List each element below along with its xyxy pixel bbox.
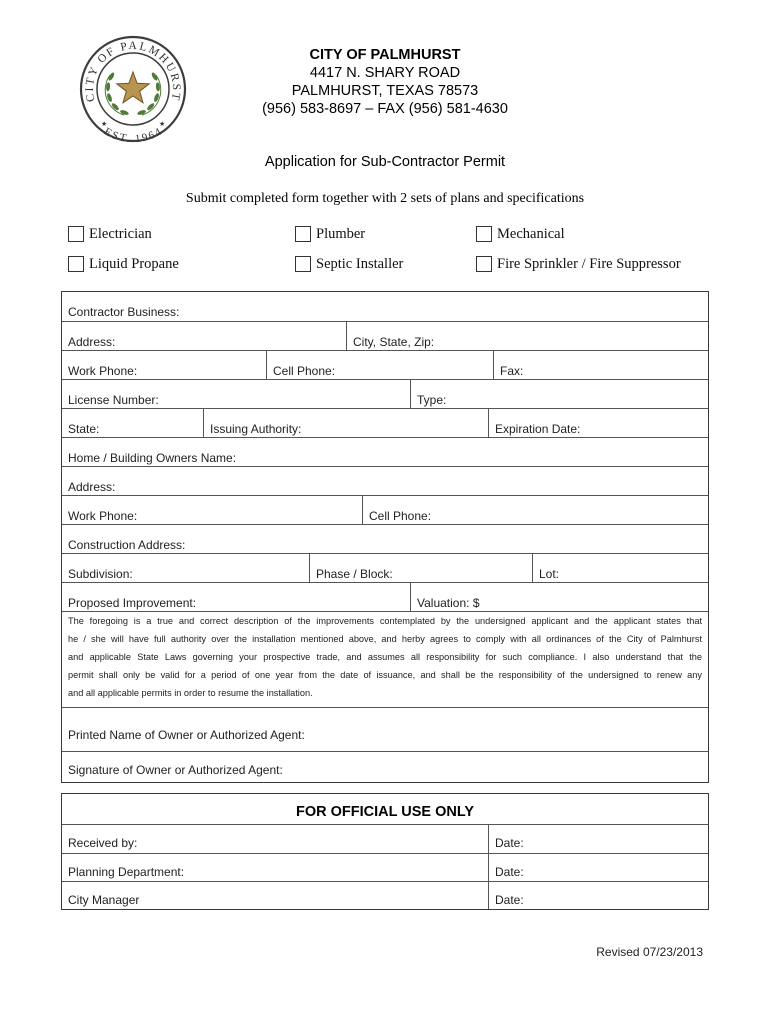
contractor-city-state-zip-field[interactable]: City, State, Zip: bbox=[346, 322, 708, 350]
received-by-field[interactable]: Received by: bbox=[68, 836, 138, 850]
mechanical-checkbox[interactable] bbox=[476, 226, 492, 242]
owner-work-phone-field[interactable]: Work Phone: bbox=[68, 509, 138, 523]
official-row-city-manager bbox=[62, 881, 708, 909]
form-title: Application for Sub-Contractor Permit bbox=[264, 154, 506, 170]
official-row-received bbox=[62, 824, 708, 853]
permit-option-septic-installer[interactable] bbox=[295, 255, 403, 273]
contractor-cell-phone-field[interactable]: Cell Phone: bbox=[266, 351, 493, 379]
fire-sprinkler-checkbox[interactable] bbox=[476, 256, 492, 272]
septic-installer-checkbox[interactable] bbox=[295, 256, 311, 272]
owner-address-field[interactable]: Address: bbox=[68, 480, 116, 494]
electrician-checkbox[interactable] bbox=[68, 226, 84, 242]
seal-top-textpath: CITY OF PALMHURST bbox=[83, 40, 183, 103]
certification-statement bbox=[62, 611, 708, 707]
electrician-label: Electrician bbox=[89, 226, 152, 242]
planning-department-field[interactable]: Planning Department: bbox=[68, 865, 185, 879]
form-row-owner-phones bbox=[62, 495, 708, 524]
mechanical-label: Mechanical bbox=[497, 226, 565, 242]
form-row-improvement bbox=[62, 582, 708, 611]
certification-line: permit shall only be valid for a period of one year from the date of issuance, and shall be the responsibility of the undersigned to renew any bbox=[68, 670, 702, 680]
form-row-contractor-phones bbox=[62, 350, 708, 379]
plumber-checkbox[interactable] bbox=[295, 226, 311, 242]
certification-line: he / she will have full authority over the installation mentioned above, and herby agrees to comply with all ordinances of the City of Palmhurst bbox=[68, 634, 702, 644]
form-row-owner-name bbox=[62, 437, 708, 466]
permit-option-mechanical[interactable] bbox=[476, 225, 565, 243]
contractor-address-field[interactable]: Address: bbox=[68, 335, 116, 349]
permit-option-electrician[interactable] bbox=[68, 225, 152, 243]
header-city-name: CITY OF PALMHURST bbox=[309, 47, 461, 63]
seal-bottom-textpath: EST. 1964 bbox=[101, 125, 165, 145]
phase-block-field[interactable]: Phase / Block: bbox=[309, 554, 532, 582]
fire-sprinkler-label: Fire Sprinkler / Fire Suppressor bbox=[497, 256, 681, 272]
header-phone-fax: (956) 583-8697 – FAX (956) 581-4630 bbox=[262, 101, 508, 117]
printed-name-field[interactable]: Printed Name of Owner or Authorized Agent: bbox=[68, 728, 305, 742]
official-use-box bbox=[61, 793, 709, 910]
liquid-propane-label: Liquid Propane bbox=[89, 256, 179, 272]
form-instructions: Submit completed form together with 2 sets of plans and specifications bbox=[185, 191, 585, 206]
form-row-contractor-business bbox=[62, 292, 708, 321]
construction-address-field[interactable]: Construction Address: bbox=[68, 538, 186, 552]
city-manager-field[interactable]: City Manager bbox=[68, 893, 140, 907]
certification-line: and applicable State Laws governing your prospective trade, and assumes all responsibility for such compliance. I also understand that the bbox=[68, 652, 702, 662]
valuation-field[interactable]: Valuation: $ bbox=[410, 583, 708, 611]
subdivision-field[interactable]: Subdivision: bbox=[68, 567, 133, 581]
official-row-planning bbox=[62, 853, 708, 881]
seal-right-star-icon: ★ bbox=[159, 120, 166, 128]
owner-cell-phone-field[interactable]: Cell Phone: bbox=[362, 496, 708, 524]
seal-left-star-icon: ★ bbox=[101, 120, 108, 128]
form-row-signature bbox=[62, 751, 708, 782]
form-row-license bbox=[62, 379, 708, 408]
signature-field[interactable]: Signature of Owner or Authorized Agent: bbox=[68, 763, 283, 777]
license-state-field[interactable]: State: bbox=[68, 422, 100, 436]
contractor-work-phone-field[interactable]: Work Phone: bbox=[68, 364, 138, 378]
permit-option-plumber[interactable] bbox=[295, 225, 365, 243]
issuing-authority-field[interactable]: Issuing Authority: bbox=[203, 409, 488, 437]
form-row-construction-address bbox=[62, 524, 708, 553]
contractor-business-field[interactable]: Contractor Business: bbox=[68, 305, 180, 319]
liquid-propane-checkbox[interactable] bbox=[68, 256, 84, 272]
license-type-field[interactable]: Type: bbox=[410, 380, 708, 408]
form-row-subdivision bbox=[62, 553, 708, 582]
expiration-date-field[interactable]: Expiration Date: bbox=[488, 409, 708, 437]
form-row-printed-name bbox=[62, 707, 708, 751]
header-city-state-zip: PALMHURST, TEXAS 78573 bbox=[291, 83, 479, 99]
certification-line: and all applicable permits in order to resume the installation. bbox=[68, 688, 313, 698]
lot-field[interactable]: Lot: bbox=[532, 554, 708, 582]
plumber-label: Plumber bbox=[316, 226, 366, 242]
proposed-improvement-field[interactable]: Proposed Improvement: bbox=[68, 596, 197, 610]
application-form-table bbox=[61, 291, 709, 783]
header-street: 4417 N. SHARY ROAD bbox=[309, 65, 461, 81]
contractor-fax-field[interactable]: Fax: bbox=[493, 351, 708, 379]
certification-line: The foregoing is a true and correct description of the improvements contemplated by the undersigned applicant and the applicant states that bbox=[68, 616, 702, 626]
owner-name-field[interactable]: Home / Building Owners Name: bbox=[68, 451, 237, 465]
permit-option-fire-sprinkler[interactable] bbox=[476, 255, 681, 273]
city-manager-date-field[interactable]: Date: bbox=[488, 882, 708, 909]
planning-date-field[interactable]: Date: bbox=[488, 854, 708, 881]
form-row-license-state bbox=[62, 408, 708, 437]
septic-installer-label: Septic Installer bbox=[316, 256, 404, 272]
form-row-contractor-address bbox=[62, 321, 708, 350]
license-number-field[interactable]: License Number: bbox=[68, 393, 159, 407]
official-use-title: FOR OFFICIAL USE ONLY bbox=[295, 804, 475, 820]
permit-option-liquid-propane[interactable] bbox=[68, 255, 179, 273]
revision-date: Revised 07/23/2013 bbox=[596, 945, 703, 959]
received-date-field[interactable]: Date: bbox=[488, 825, 708, 853]
form-row-owner-address bbox=[62, 466, 708, 495]
